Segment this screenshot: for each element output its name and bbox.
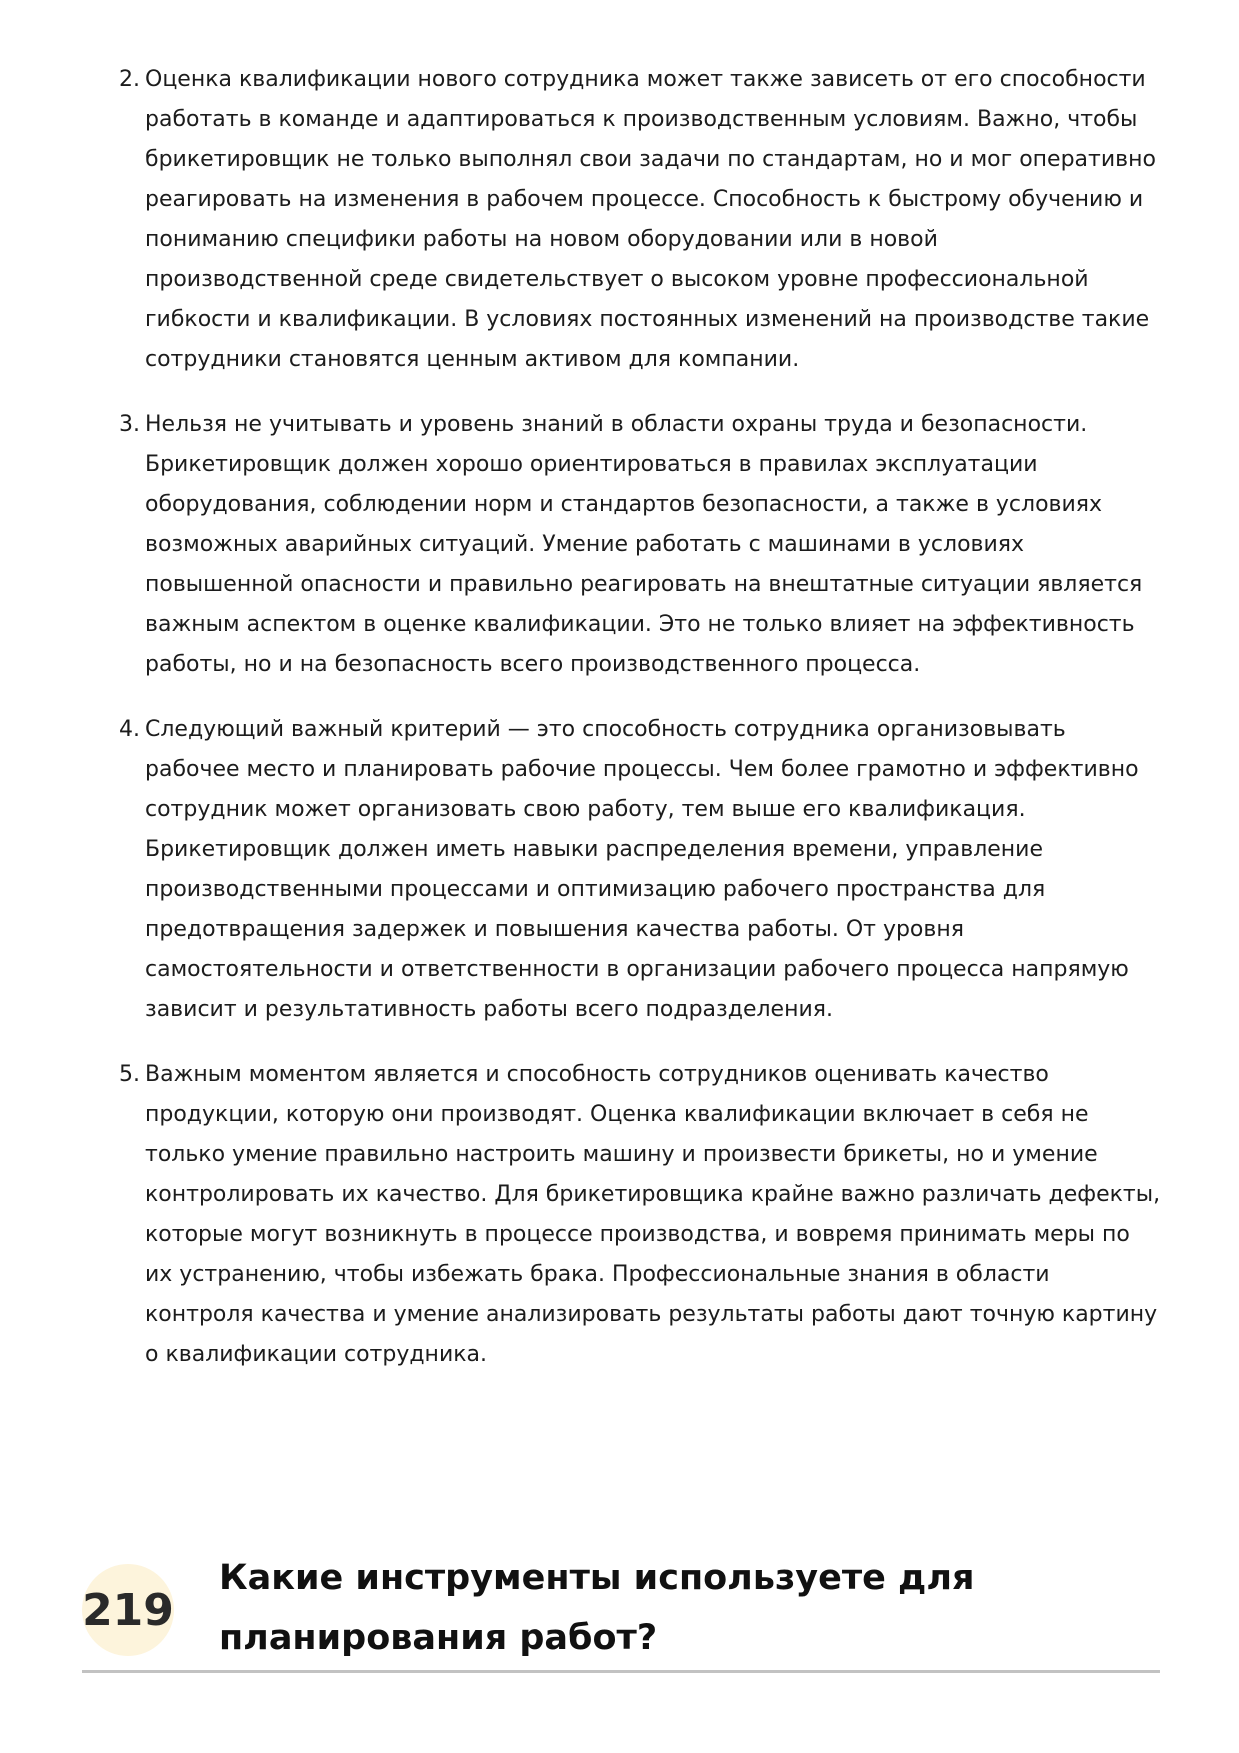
list-item <box>119 60 1161 380</box>
list-item-number: 3. <box>119 412 140 437</box>
list-item-number: 5. <box>119 1062 140 1087</box>
list-item-text: Следующий важный критерий — это способность сотрудника организовывать рабочее место и планировать рабочие процессы. Чем более грамотно и эффективно сотрудник может организовать свою работу, тем выше его квалификация. Брикетировщик должен иметь навыки распределения времени, управление производственными процессами и оптимизацию рабочего пространства для предотвращения задержек и повышения качества работы. От уровня самостоятельности и ответственности в организации рабочего процесса напрямую зависит и результативность работы всего подразделения. <box>145 717 1139 1022</box>
list-item <box>119 1055 1161 1375</box>
list-item-text: Нельзя не учитывать и уровень знаний в области охраны труда и безопасности. Брикетировщик должен хорошо ориентироваться в правилах эксплуатации оборудования, соблюдении норм и стандартов безопасности, а также в условиях возможных аварийных ситуаций. Умение работать с машинами в условиях повышенной опасности и правильно реагировать на внештатные ситуации является важным аспектом в оценке квалификации. Это не только влияет на эффективность работы, но и на безопасность всего производственного процесса. <box>145 412 1143 677</box>
question-title: Какие инструменты используете для планирования работ? <box>219 1558 975 1658</box>
list-item <box>119 405 1161 685</box>
question-number-badge: 219 <box>82 1564 174 1656</box>
list-item-number: 2. <box>119 67 140 92</box>
numbered-list <box>119 60 1161 1400</box>
question-header <box>82 1548 1160 1658</box>
list-item-text: Важным моментом является и способность сотрудников оценивать качество продукции, которую они производят. Оценка квалификации включает в себя не только умение правильно настроить машину и произвести брикеты, но и умение контролировать их качество. Для брикетировщика крайне важно различать дефекты, которые могут возникнуть в процессе производства, и вовремя принимать меры по их устранению, чтобы избежать брака. Профессиональные знания в области контроля качества и умение анализировать результаты работы дают точную картину о квалификации сотрудника. <box>145 1062 1161 1367</box>
list-item-number: 4. <box>119 717 140 742</box>
list-item-text: Оценка квалификации нового сотрудника может также зависеть от его способности работать в команде и адаптироваться к производственным условиям. Важно, чтобы брикетировщик не только выполнял свои задачи по стандартам, но и мог оперативно реагировать на изменения в рабочем процессе. Способность к быстрому обучению и пониманию специфики работы на новом оборудовании или в новой производственной среде свидетельствует о высоком уровне профессиональной гибкости и квалификации. В условиях постоянных изменений на производстве такие сотрудники становятся ценным активом для компании. <box>145 67 1156 372</box>
list-item <box>119 710 1161 1030</box>
section-divider <box>82 1670 1160 1673</box>
